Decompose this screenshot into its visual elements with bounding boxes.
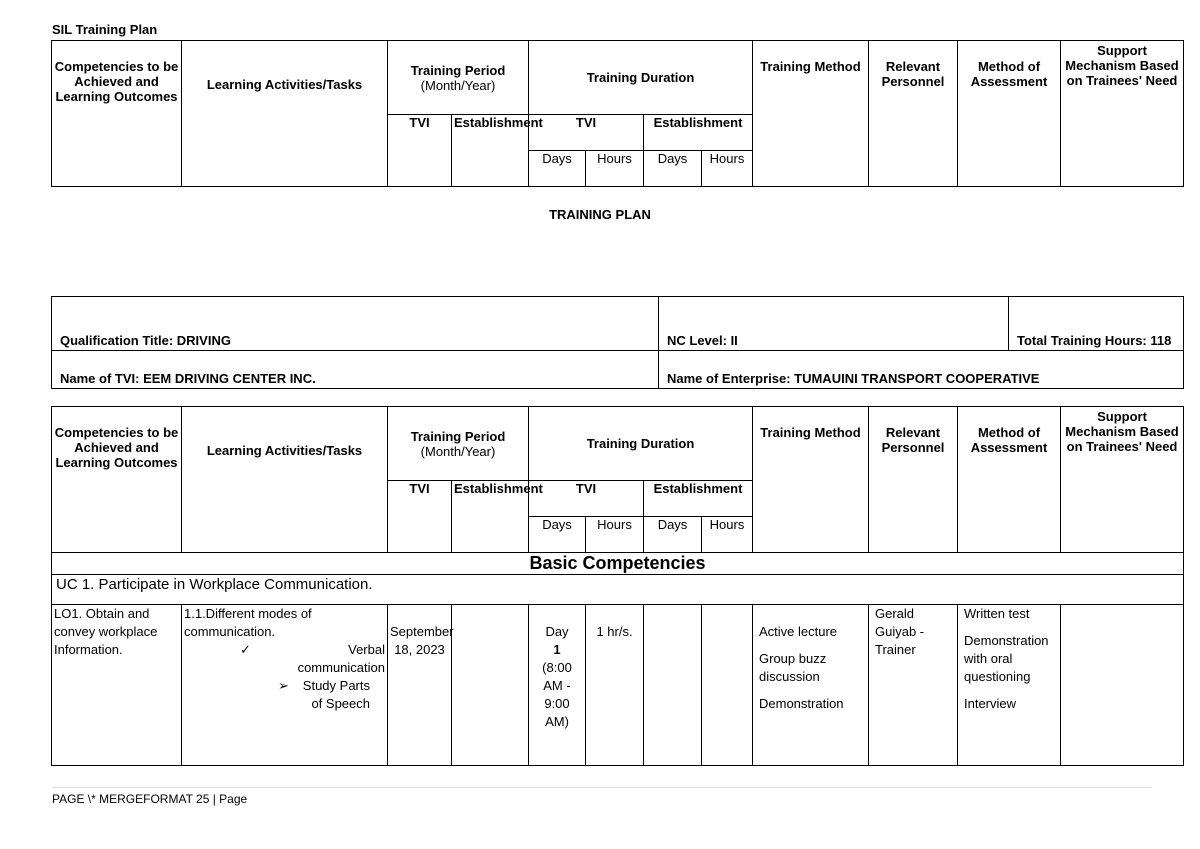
nc-level: NC Level: II — [659, 297, 1009, 351]
relevant-personnel-cell: Gerald Guiyab - Trainer — [869, 605, 958, 766]
duration-tvi-header: TVI — [529, 115, 644, 151]
period-establishment-cell — [452, 605, 529, 766]
period-establishment-header: Establishment — [452, 481, 529, 553]
tvi-days-header: Days — [529, 517, 586, 553]
duration-tvi-header: TVI — [529, 481, 644, 517]
total-training-hours: Total Training Hours: 118 — [1009, 297, 1184, 351]
est-days-header: Days — [644, 517, 702, 553]
period-tvi-header: TVI — [388, 115, 452, 187]
duration-tvi-hours-cell: 1 hr/s. — [586, 605, 644, 766]
tvi-hours-header: Hours — [586, 517, 644, 553]
training-period-header — [388, 41, 529, 115]
learning-outcome-cell: LO1. Obtain and convey workplace Information. — [52, 605, 182, 766]
method-of-assessment-header: Method of Assessment — [958, 41, 1061, 187]
page-footer: PAGE \* MERGEFORMAT 25 | Page — [52, 792, 248, 806]
assessment-item: Demonstration with oral questioning — [964, 633, 1049, 684]
training-method-header: Training Method — [753, 41, 869, 187]
checkmark-icon: ✓ — [240, 642, 251, 657]
relevant-personnel-header: Relevant Personnel — [869, 407, 958, 553]
training-method-cell — [753, 605, 869, 766]
assessment-item: Interview — [964, 696, 1017, 711]
competencies-header: Competencies to be Achieved and Learning Outcomes — [52, 407, 182, 553]
footer-divider — [52, 787, 1152, 788]
support-mechanism-header: Support Mechanism Based on Trainees' Need — [1061, 41, 1184, 187]
assessment-item: Written test — [964, 606, 1030, 621]
basic-competencies-heading: Basic Competencies — [52, 553, 1184, 575]
method-item: Group buzz discussion — [759, 651, 827, 684]
tvi-name: Name of TVI: EEM DRIVING CENTER INC. — [52, 351, 659, 389]
duration-establishment-header: Establishment — [644, 115, 753, 151]
duration-day-label: Day — [545, 624, 569, 639]
training-period-sub: (Month/Year) — [420, 443, 496, 459]
training-plan-table — [51, 406, 1184, 766]
est-days-header: Days — [644, 151, 702, 187]
sil-header-table — [51, 40, 1184, 187]
arrow-bullet-icon: ➢ — [278, 678, 289, 693]
duration-day-number: 1 — [553, 642, 561, 657]
period-tvi-cell: September 18, 2023 — [388, 605, 452, 766]
qualification-title: Qualification Title: DRIVING — [52, 297, 659, 351]
activity-main: 1.1.Different modes of communication. — [184, 606, 312, 639]
sil-plan-title: SIL Training Plan — [52, 22, 158, 37]
activity-sub-item — [184, 641, 385, 677]
support-mechanism-header: Support Mechanism Based on Trainees' Need — [1061, 407, 1184, 553]
period-tvi-header: TVI — [388, 481, 452, 553]
support-mechanism-cell — [1061, 605, 1184, 766]
duration-establishment-header: Establishment — [644, 481, 753, 517]
qualification-info-table — [51, 296, 1184, 389]
training-duration-header: Training Duration — [529, 41, 753, 115]
training-plan-title: TRAINING PLAN — [549, 207, 651, 222]
learning-activities-header: Learning Activities/Tasks — [182, 407, 388, 553]
learning-activity-cell — [182, 605, 388, 766]
training-method-header: Training Method — [753, 407, 869, 553]
activity-sub-text: Verbal communication — [297, 642, 385, 675]
est-hours-header: Hours — [702, 151, 753, 187]
unit-of-competency-title: UC 1. Participate in Workplace Communication. — [52, 575, 1184, 605]
assessment-cell — [958, 605, 1061, 766]
competencies-header: Competencies to be Achieved and Learning Outcomes — [52, 41, 182, 187]
relevant-personnel-header: Relevant Personnel — [869, 41, 958, 187]
training-duration-header: Training Duration — [529, 407, 753, 481]
method-item: Demonstration — [759, 696, 844, 711]
training-period-label: Training Period — [410, 62, 506, 78]
training-period-header — [388, 407, 529, 481]
duration-est-days-cell — [644, 605, 702, 766]
duration-time-range: (8:00 AM - 9:00 AM) — [542, 660, 572, 729]
training-period-label: Training Period — [410, 428, 506, 444]
method-item: Active lecture — [759, 624, 838, 639]
est-hours-header: Hours — [702, 517, 753, 553]
period-establishment-header: Establishment — [452, 115, 529, 187]
activity-subsub-item — [184, 677, 385, 713]
training-period-sub: (Month/Year) — [420, 77, 496, 93]
duration-est-hours-cell — [702, 605, 753, 766]
duration-tvi-days-cell — [529, 605, 586, 766]
activity-subsub-text: Study Parts of Speech — [302, 678, 370, 711]
learning-activities-header: Learning Activities/Tasks — [182, 41, 388, 187]
tvi-days-header: Days — [529, 151, 586, 187]
enterprise-name: Name of Enterprise: TUMAUINI TRANSPORT COOPERATIVE — [659, 351, 1184, 389]
tvi-hours-header: Hours — [586, 151, 644, 187]
method-of-assessment-header: Method of Assessment — [958, 407, 1061, 553]
